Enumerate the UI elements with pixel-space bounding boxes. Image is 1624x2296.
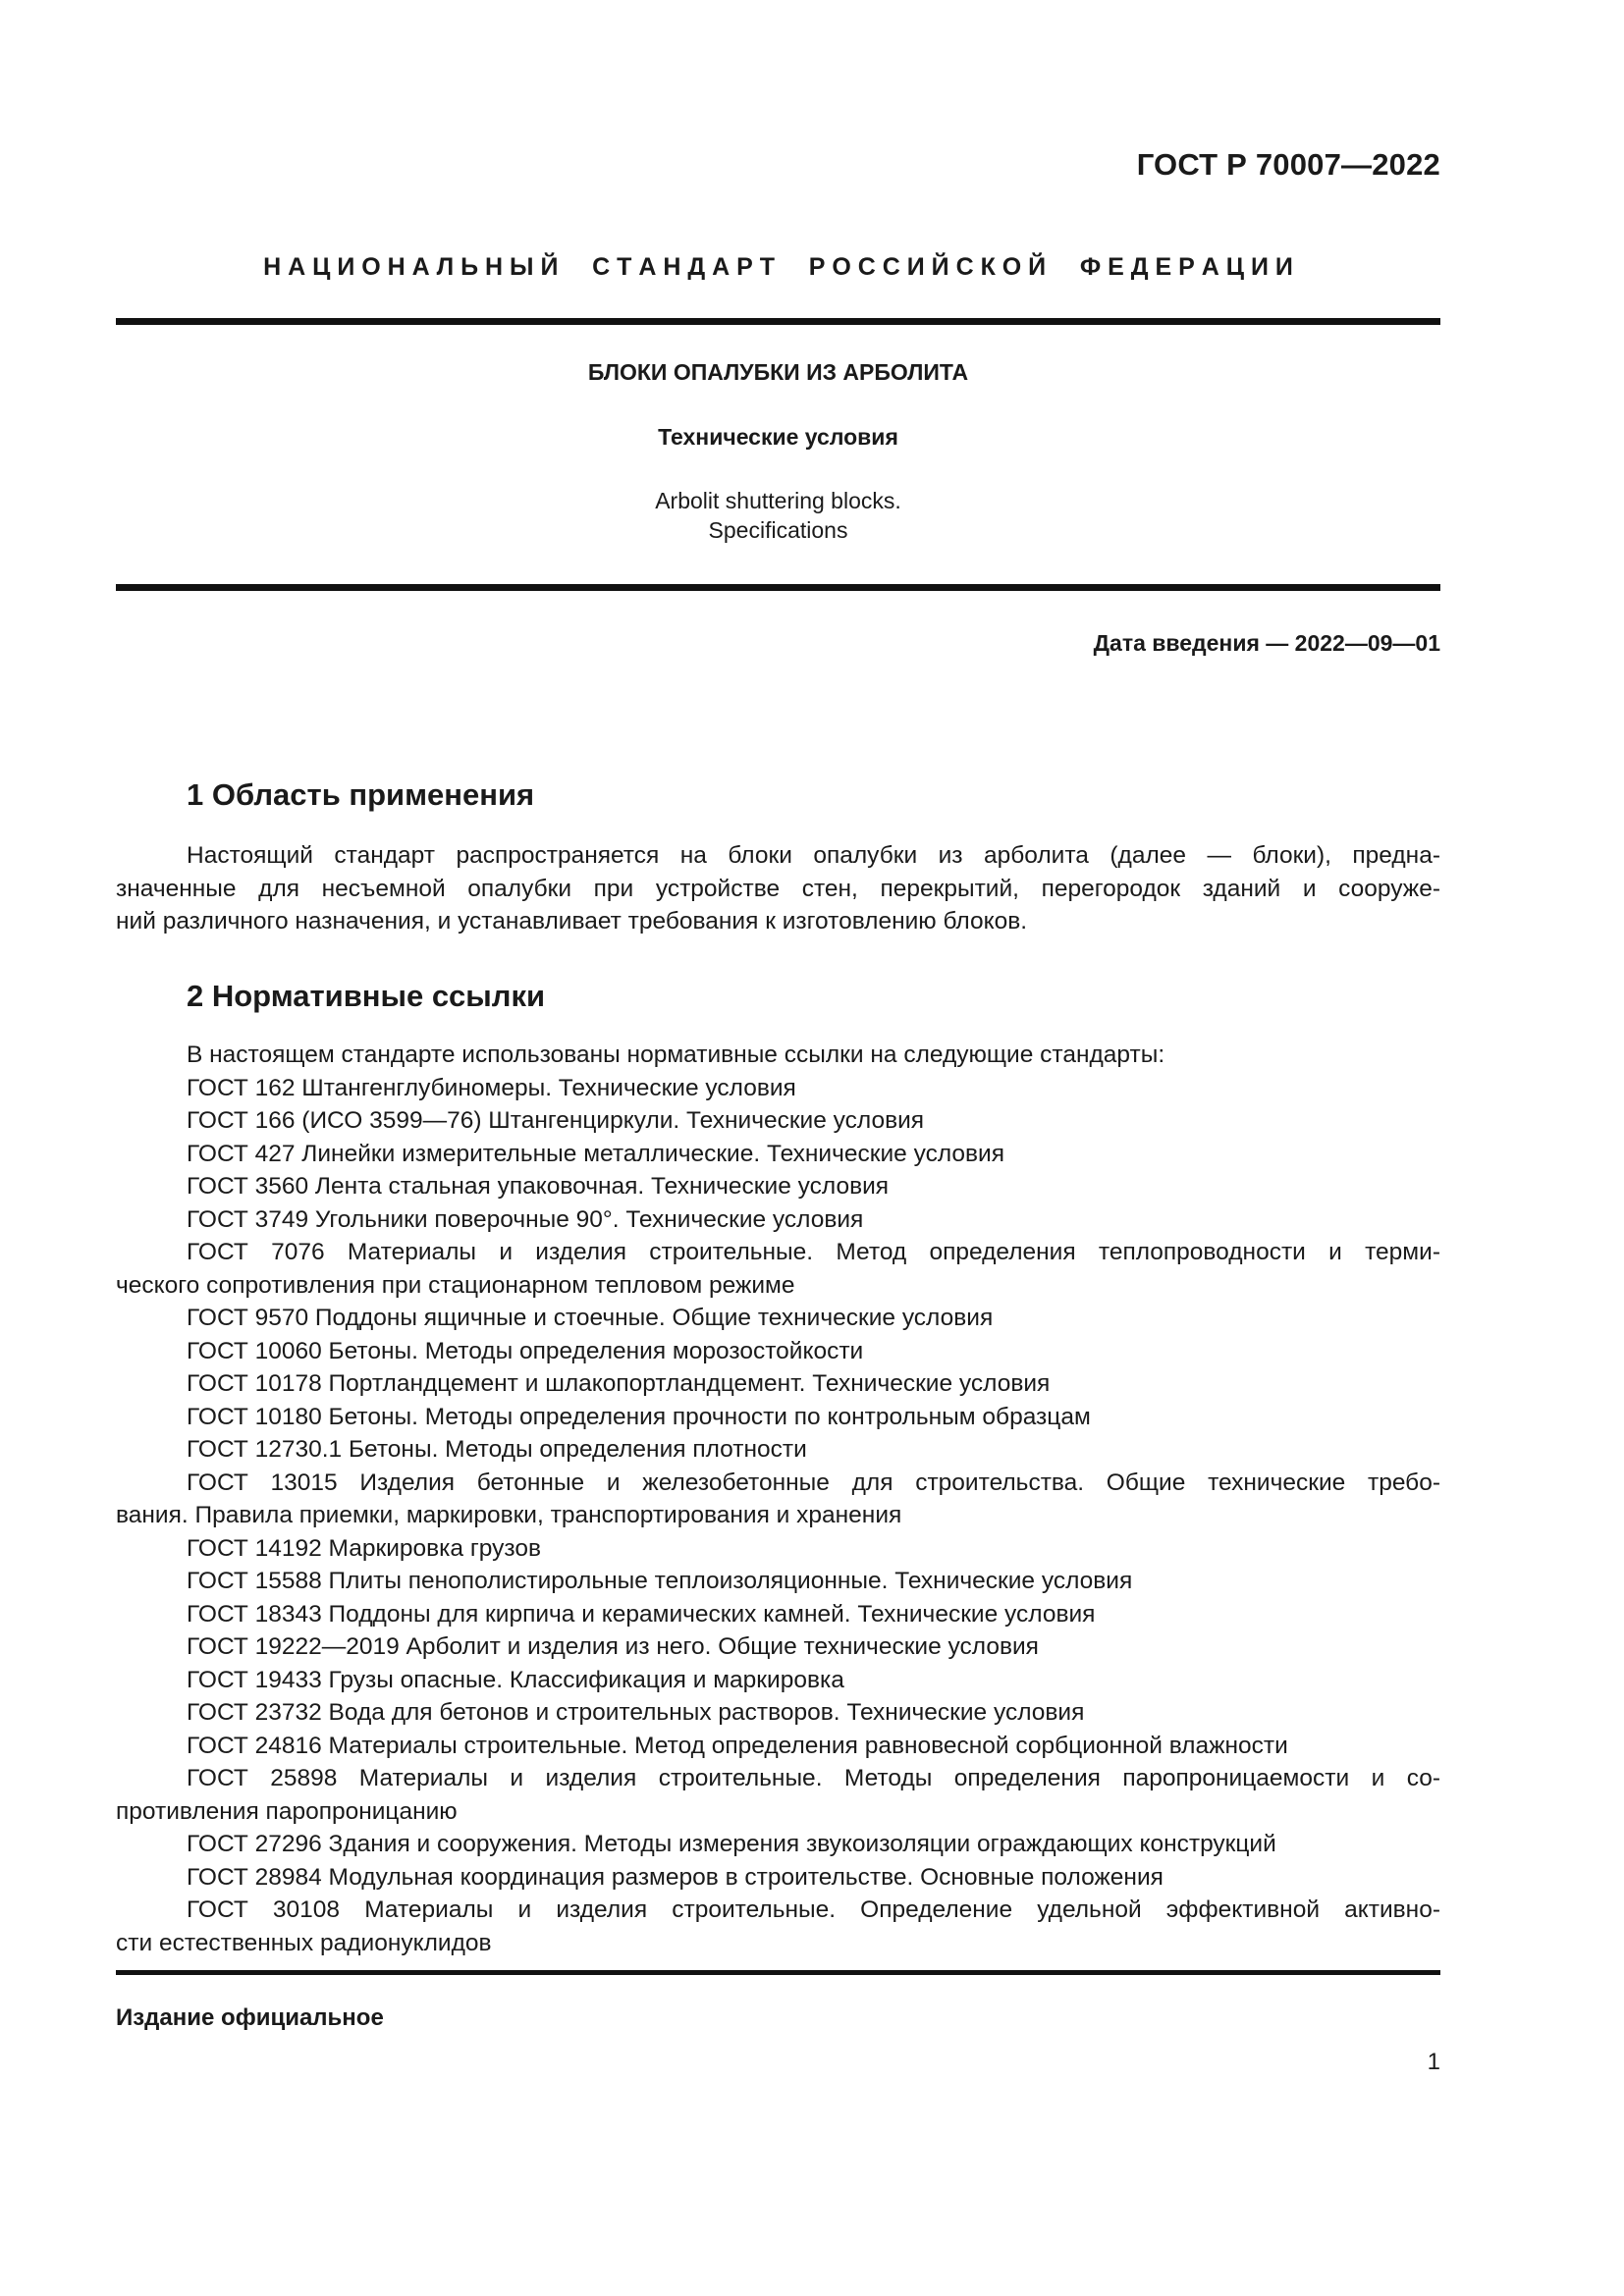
reference-item: ГОСТ 28984 Модульная координация размеров в строительстве. Основные положения xyxy=(187,1863,1164,1891)
reference-item: вания. Правила приемки, маркировки, транспортирования и хранения xyxy=(116,1502,902,1528)
document-number: ГОСТ Р 70007—2022 xyxy=(1136,147,1440,182)
reference-item: ГОСТ 10180 Бетоны. Методы определения прочности по контрольным образцам xyxy=(187,1403,1091,1430)
reference-item: ческого сопротивления при стационарном тепловом режиме xyxy=(116,1271,795,1299)
reference-item: ГОСТ 19222—2019 Арболит и изделия из него. Общие технические условия xyxy=(187,1633,1039,1660)
top-rule xyxy=(116,318,1440,325)
english-title-line-1: Arbolit shuttering blocks. xyxy=(655,488,901,513)
standard-type-heading: Н А Ц И О Н А Л Ь Н Ы Й С Т А Н Д А Р Т Р О С С И Й С К О Й Ф Е Д Е Р А Ц И И xyxy=(263,253,1293,281)
reference-item: сти естественных радионуклидов xyxy=(116,1929,492,1956)
reference-item: ГОСТ 3560 Лента стальная упаковочная. Технические условия xyxy=(187,1173,890,1200)
page-number: 1 xyxy=(1427,2049,1440,2075)
section-1-line: значенные для несъемной опалубки при устройстве стен, перекрытий, перегородок зданий и сооруже- xyxy=(116,875,1440,902)
reference-item: ГОСТ 25898 Материалы и изделия строительные. Методы определения паропроницаемости и со- xyxy=(187,1765,1440,1791)
reference-item: ГОСТ 30108 Материалы и изделия строительные. Определение удельной эффективной активно- xyxy=(187,1896,1440,1923)
section-1-line: Настоящий стандарт распространяется на блоки опалубки из арболита (далее — блоки), предна- xyxy=(187,842,1440,869)
reference-item: противления паропроницанию xyxy=(116,1797,458,1825)
reference-item: ГОСТ 10060 Бетоны. Методы определения морозостойкости xyxy=(187,1337,864,1364)
reference-item: ГОСТ 10178 Портландцемент и шлакопортландцемент. Технические условия xyxy=(187,1370,1051,1397)
reference-item: ГОСТ 15588 Плиты пенополистирольные теплоизоляционные. Технические условия xyxy=(187,1568,1133,1594)
section-1-heading: 1 Область применения xyxy=(187,777,535,812)
reference-item: ГОСТ 9570 Поддоны ящичные и стоечные. Общие технические условия xyxy=(187,1305,994,1331)
english-title xyxy=(116,486,1440,545)
english-title-line-2: Specifications xyxy=(708,517,848,543)
reference-item: ГОСТ 166 (ИСО 3599—76) Штангенциркули. Технические условия xyxy=(187,1107,925,1134)
introduction-date: Дата введения — 2022—09—01 xyxy=(1093,630,1440,656)
reference-item: ГОСТ 12730.1 Бетоны. Методы определения плотности xyxy=(187,1436,807,1463)
bottom-rule xyxy=(116,1970,1440,1975)
reference-item: ГОСТ 3749 Угольники поверочные 90°. Технические условия xyxy=(187,1205,864,1233)
reference-item: ГОСТ 23732 Вода для бетонов и строительных растворов. Технические условия xyxy=(187,1699,1085,1726)
title-rule xyxy=(116,584,1440,591)
reference-item: ГОСТ 18343 Поддоны для кирпича и керамических камней. Технические условия xyxy=(187,1600,1096,1628)
section-2-body xyxy=(116,1039,1440,1959)
official-edition-label: Издание официальное xyxy=(116,2004,384,2031)
reference-item: ГОСТ 27296 Здания и сооружения. Методы измерения звукоизоляции ограждающих конструкций xyxy=(187,1831,1276,1857)
reference-item: ГОСТ 24816 Материалы строительные. Метод определения равновесной сорбционной влажности xyxy=(187,1732,1288,1759)
reference-item: ГОСТ 427 Линейки измерительные металлические. Технические условия xyxy=(187,1140,1004,1167)
section-2-heading: 2 Нормативные ссылки xyxy=(187,979,546,1013)
reference-item: ГОСТ 14192 Маркировка грузов xyxy=(187,1534,541,1562)
document-subtitle: Технические условия xyxy=(658,424,898,450)
section-2-intro: В настоящем стандарте использованы нормативные ссылки на следующие стандарты: xyxy=(187,1041,1165,1068)
reference-item: ГОСТ 19433 Грузы опасные. Классификация и маркировка xyxy=(187,1666,844,1693)
section-1-body xyxy=(116,839,1440,938)
reference-item: ГОСТ 13015 Изделия бетонные и железобетонные для строительства. Общие технические требо- xyxy=(187,1468,1440,1496)
document-title: БЛОКИ ОПАЛУБКИ ИЗ АРБОЛИТА xyxy=(587,359,969,385)
section-1-line: ний различного назначения, и устанавливает требования к изготовлению блоков. xyxy=(116,908,1028,934)
reference-item: ГОСТ 7076 Материалы и изделия строительные. Метод определения теплопроводности и терми- xyxy=(187,1239,1440,1265)
reference-item: ГОСТ 162 Штангенглубиномеры. Технические условия xyxy=(187,1074,796,1101)
